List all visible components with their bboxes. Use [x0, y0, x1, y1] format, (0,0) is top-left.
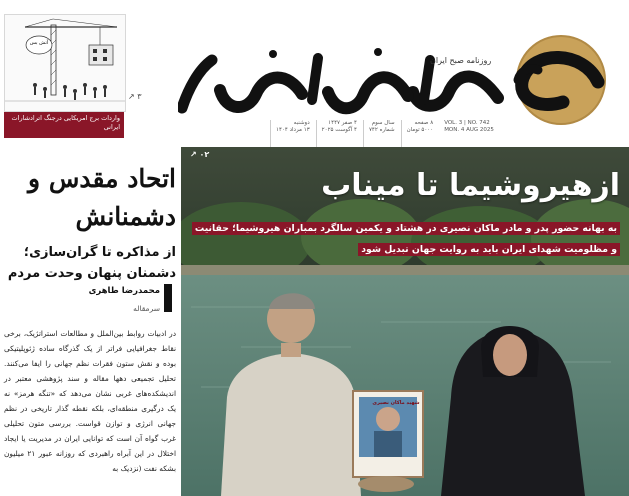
author-accent-bar: [164, 284, 172, 312]
editorial-cartoon: [4, 14, 126, 112]
author-name: محمدرضا طاهری: [88, 286, 160, 296]
info-text: ۱۳ مرداد ۱۴۰۴: [276, 127, 310, 133]
info-col-latin: [439, 120, 494, 150]
info-col-hijri: [316, 120, 357, 150]
lead-subheadline: [190, 216, 620, 258]
masthead-subtitle: روزنامه صبح ایران: [430, 56, 492, 65]
memorial-frame-text: شهید ماکان نصیری: [372, 400, 420, 406]
info-text: VOL. 3 | NO. 742: [444, 120, 490, 126]
lead-headline[interactable]: ازهیروشیما تا میناب: [321, 168, 620, 203]
lead-page-ref[interactable]: ۰۲ ↗: [190, 150, 210, 159]
info-text: ۵۰۰۰ تومان: [406, 127, 434, 133]
info-text: سال سوم: [371, 120, 395, 126]
info-text: ۸ صفحه: [414, 120, 434, 126]
info-text: MON. 4 AUG 2025: [444, 127, 494, 133]
masthead-info-strip: [270, 120, 560, 150]
info-col-issue: [363, 120, 395, 150]
cartoon-caption: واردات برج امریکایی درجنگ اترادشارات ایرانی: [4, 112, 124, 138]
info-text: دوشنبه: [293, 120, 310, 126]
author-role: سرمقاله: [133, 304, 160, 313]
info-text: شماره ۷۴۲: [368, 127, 395, 133]
info-text: ۴ آگوست ۲۰۲۵: [321, 127, 357, 133]
cartoon-bubble-text: آتش بس: [29, 40, 49, 46]
newspaper-logo: [178, 30, 624, 130]
cartoon-page-ref[interactable]: ۳ ↗: [128, 92, 142, 101]
left-story-body: در ادبیات روابط بین‌الملل و مطالعات استراتژیک، برخی نقاط جغرافیایی فراتر از یک گذرگاه ساده ژئوپلیتیکی بوده و نقش ستون فقرات نظم جهانی را ایفا می‌کنند. تحلیل تجمیعی دهها مقاله و سند پژوهشی معتبر در اندیشکده‌های غربی نشان می‌دهد که «تنگه هرمز» نه یک درگیری منطقه‌ای، بلکه نقطه گذار تاریخی در نظم جهانی انرژی و توازن قواست. بررسی متون تحلیلی غرب گواه آن است که توانایی ایران در مدیریت یا ایجاد اختلال در این آبراه راهبردی که روزانه عبور ۲۱ میلیون بشکه نفت (نزدیک به: [4, 329, 177, 473]
left-story-headline[interactable]: اتحاد مقدس و دشمنانش: [28, 164, 176, 231]
left-story-subheadline: از مذاکره تا گران‌سازی؛ دشمنان پنهان وحدت مردم: [7, 245, 176, 281]
info-col-date: [270, 120, 310, 150]
info-col-price: [401, 120, 434, 150]
lead-subheadline-text: به بهانه حضور پدر و مادر ماکان نصیری در هشتاد و یکمین سالگرد بمباران هیروشیما؛ حقانیت و مظلومیت شهدای ایران باید به روایت جهان تبدیل شود: [192, 222, 620, 256]
info-text: ۴ صفر ۱۴۴۷: [328, 120, 357, 126]
